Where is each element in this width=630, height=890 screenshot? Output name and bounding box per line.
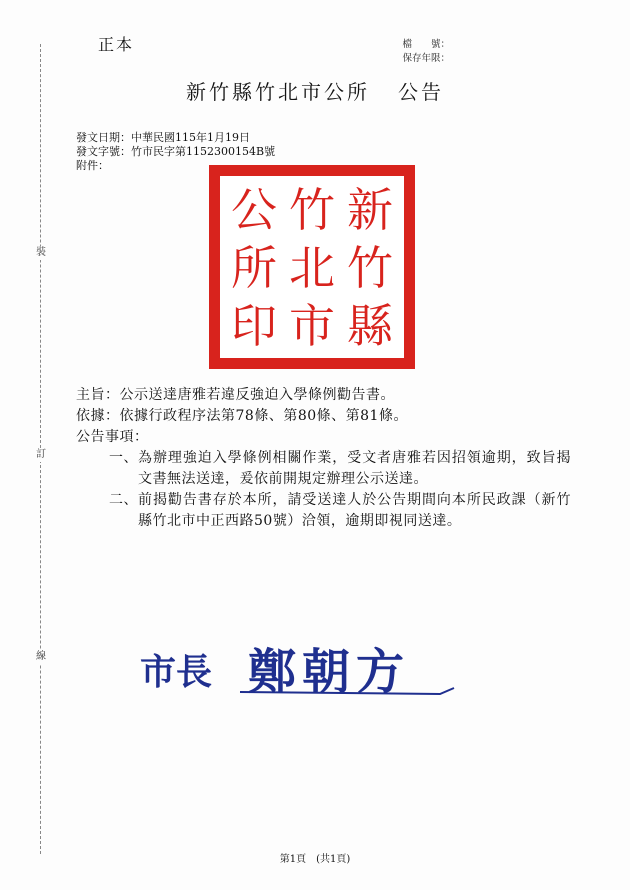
issue-number-label: 發文字號： bbox=[76, 145, 131, 158]
item-text: 前揭勸告書存於本所，請受送達人於公告期間向本所民政課（新竹縣竹北市中正西路50號）洽領，逾期即視同送達。 bbox=[138, 492, 571, 529]
document-body bbox=[76, 385, 571, 532]
subject-text: 公示送達唐雅若違反強迫入學條例勸告書。 bbox=[119, 387, 395, 403]
official-seal bbox=[206, 162, 418, 372]
issue-date-row bbox=[76, 131, 275, 145]
issue-date-value: 中華民國115年1月19日 bbox=[131, 131, 250, 144]
archive-info bbox=[398, 38, 450, 66]
items-heading: 公告事項： bbox=[76, 429, 149, 445]
signature-name: 鄭朝方 bbox=[248, 644, 411, 700]
seal-character: 竹 bbox=[289, 183, 335, 237]
copy-mark: 正本 bbox=[98, 35, 135, 54]
issue-number-value: 竹市民字第1152300154B號 bbox=[131, 145, 276, 158]
seal-character: 北 bbox=[289, 241, 335, 295]
signature-title: 市長 bbox=[140, 651, 213, 693]
seal-character: 所 bbox=[231, 241, 277, 295]
binding-char-ding: 訂 bbox=[36, 449, 46, 460]
attachment-label: 附件： bbox=[76, 159, 109, 172]
document-type: 公告 bbox=[398, 80, 444, 104]
item-text: 為辦理強迫入學條例相關作業，受文者唐雅若因招領逾期，致旨揭文書無法送達，爰依前開規定辦理公示送達。 bbox=[138, 450, 571, 487]
mayor-signature-stamp bbox=[140, 628, 470, 708]
file-number-label: 檔 號： bbox=[402, 39, 450, 50]
basis-row bbox=[76, 406, 571, 427]
document-title bbox=[0, 76, 630, 105]
subject-row bbox=[76, 385, 571, 406]
item-number: 二、 bbox=[109, 492, 138, 508]
page-footer: 第1頁 (共1頁) bbox=[279, 854, 351, 865]
item-number: 一、 bbox=[109, 450, 138, 466]
binding-char-zhuang: 裝 bbox=[36, 247, 46, 258]
announcement-item-1 bbox=[94, 448, 571, 490]
subject-label: 主旨： bbox=[76, 387, 120, 403]
announcement-item-2 bbox=[94, 490, 571, 532]
seal-character: 縣 bbox=[347, 299, 393, 353]
seal-character: 公 bbox=[231, 183, 277, 237]
issue-number-row bbox=[76, 145, 275, 159]
agency-name: 新竹縣竹北市公所 bbox=[186, 80, 370, 104]
basis-label: 依據： bbox=[76, 408, 120, 424]
binding-char-xian: 線 bbox=[36, 651, 46, 662]
seal-character: 竹 bbox=[347, 241, 393, 295]
issue-date-label: 發文日期： bbox=[76, 131, 131, 144]
seal-character: 印 bbox=[231, 299, 277, 353]
retention-label: 保存年限： bbox=[402, 53, 450, 64]
basis-text: 依據行政程序法第78條、第80條、第81條。 bbox=[119, 408, 408, 424]
seal-character: 市 bbox=[289, 299, 335, 353]
seal-character: 新 bbox=[347, 183, 393, 237]
